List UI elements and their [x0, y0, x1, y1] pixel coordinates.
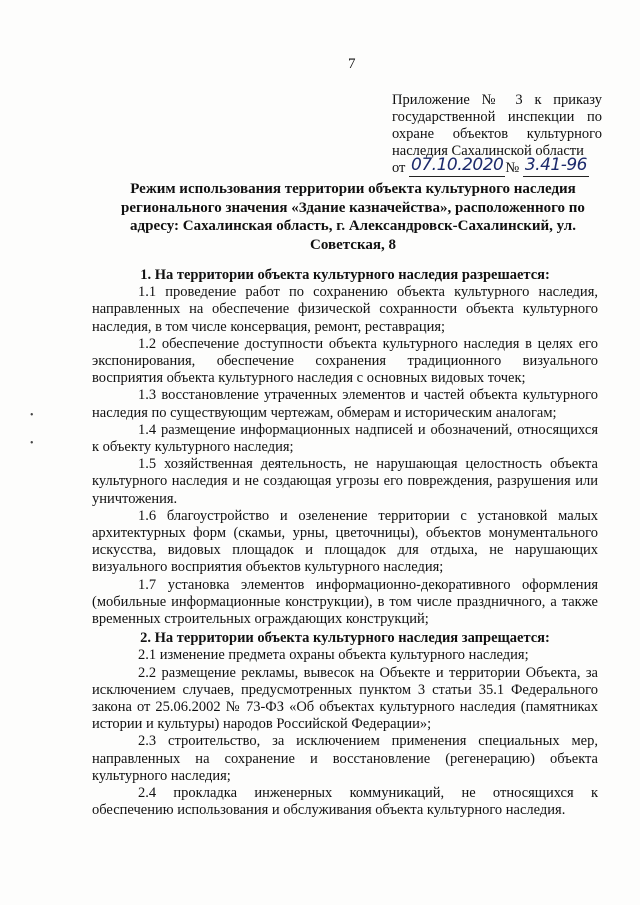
- paragraph-1-4: 1.4 размещение информационных надписей и обозначений, относящихся к объекту культурного наследия;: [92, 421, 598, 456]
- order-date-number-line: [392, 155, 602, 177]
- section-2-heading: 2. На территории объекта культурного наследия запрещается:: [140, 630, 550, 647]
- order-number-field: [523, 155, 589, 177]
- paragraph-1-7: 1.7 установка элементов информационно-декоративного оформления (мобильные информационные конструкции), в том числе праздничного, а также временных строительных ограждающих конструкций;: [92, 576, 598, 628]
- paragraph-2-1: 2.1 изменение предмета охраны объекта культурного наследия;: [138, 647, 529, 664]
- order-number: 3.41-96: [524, 155, 587, 175]
- scan-mark: •: [30, 410, 34, 421]
- from-prefix: от: [392, 160, 406, 176]
- paragraph-1-5: 1.5 хозяйственная деятельность, не нарушающая целостность объекта культурного наследия и не создающая угрозы его повреждения, разрушения или уничтожения.: [92, 456, 598, 507]
- paragraph-2-4: 2.4 прокладка инженерных коммуникаций, не относящихся к обеспечению использования и обслуживания объекта культурного наследия.: [92, 785, 598, 819]
- document-body: [92, 265, 598, 820]
- document-title: Режим использования территории объекта культурного наследия регионального значения «Здание казначейства», расположенного по адресу: Сахалинская область, г. Александровск-Сахалинский, ул. Советская, 8: [121, 181, 585, 253]
- paragraph-2-2: 2.2 размещение рекламы, вывесок на Объекте и территории Объекта, за исключением случаев, предусмотренных пунктом 3 статьи 35.1 Федерального закона от 25.06.2002 № 73-ФЗ «Об объектах культурного наследия (памятниках истории и культуры) народов Российской Федерации»;: [92, 664, 598, 733]
- paragraph-2-3: 2.3 строительство, за исключением применения специальных мер, направленных на сохранение и восстановление (регенерацию) объекта культурного наследия;: [92, 733, 598, 784]
- page-number: 7: [348, 56, 356, 72]
- appendix-block: [392, 92, 602, 177]
- paragraph-1-2: 1.2 обеспечение доступности объекта культурного наследия в целях его экспонирования, обеспечение сохранения традиционного визуального восприятия объекта культурного наследия с основных видовых точек;: [92, 335, 598, 387]
- appendix-text: Приложение № 3 к приказу государственной инспекции по охране объектов культурного наследия Сахалинской области: [392, 92, 602, 159]
- paragraph-1-6: 1.6 благоустройство и озеленение территории с установкой малых архитектурных форм (скамьи, урны, цветочницы), объектов монументального искусства, видовых площадок и площадок для отдыха, не нарушающих визуального восприятия объектов культурного наследия;: [92, 507, 598, 576]
- order-date-field: [409, 155, 505, 177]
- number-prefix: №: [505, 160, 520, 176]
- section-1-heading: 1. На территории объекта культурного наследия разрешается:: [140, 267, 550, 283]
- paragraph-1-1: 1.1 проведение работ по сохранению объекта культурного наследия, направленных на обеспечение физической сохранности объекта культурного наследия, в том числе консервация, ремонт, реставрация;: [92, 284, 598, 335]
- scan-mark: •: [30, 438, 34, 449]
- paragraph-1-3: 1.3 восстановление утраченных элементов и частей объекта культурного наследия по существующим чертежам, обмерам и историческим аналогам;: [92, 387, 598, 421]
- order-date: 07.10.2020: [411, 155, 504, 175]
